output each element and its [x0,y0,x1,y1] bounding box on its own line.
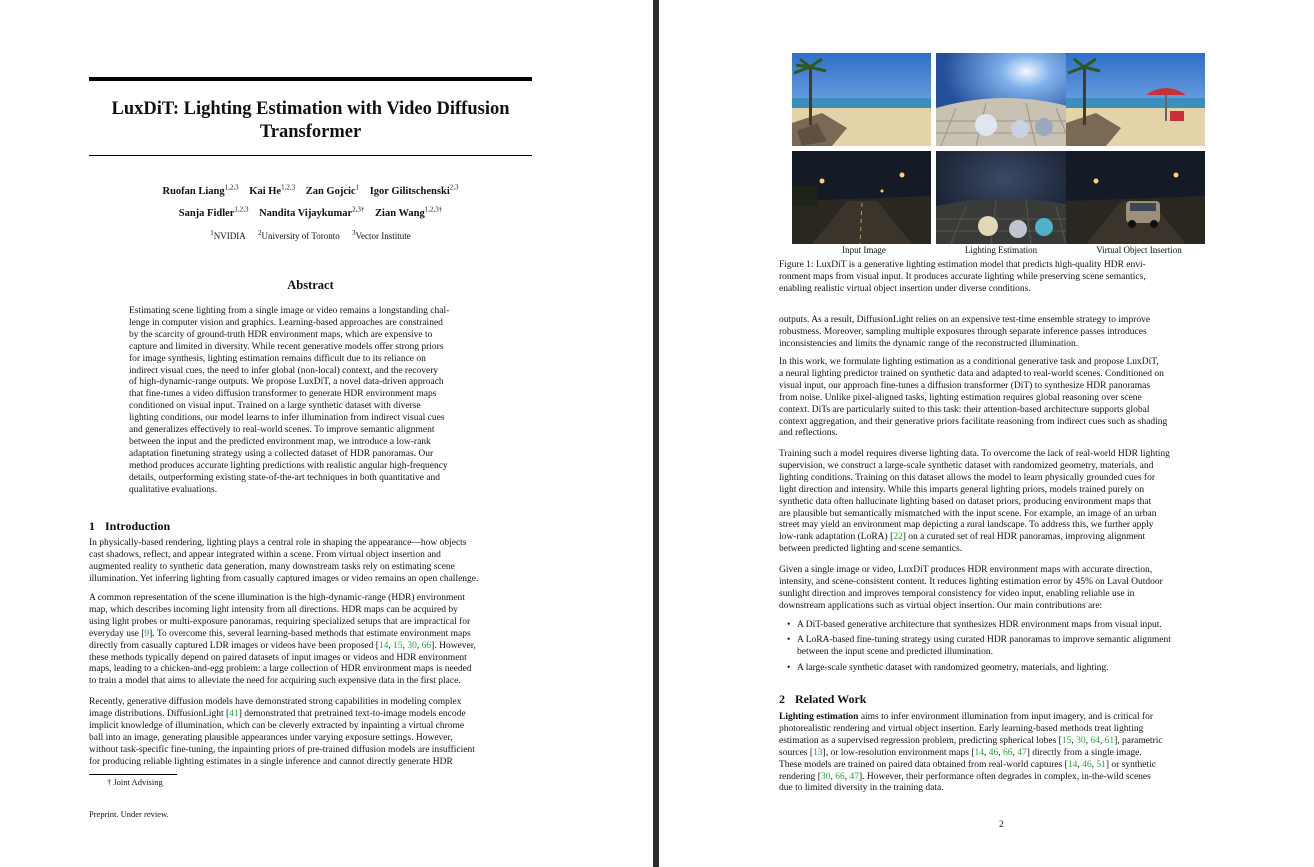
text-line: low-rank adaptation (LoRA) [22] on a curated set of real HDR panoramas, improving alignment [779,532,1146,543]
citation-link[interactable]: 15 [393,640,403,651]
text-line: details, outperforming existing state-of-the-art techniques in both quantitative and [129,472,441,483]
author: Zian Wang$^{1,2,3\dagger}$ [375,205,443,219]
author: Zan Gojcic$^1$ [305,183,360,197]
title-bottom-rule [89,155,532,156]
text-line: between predicted lighting and scene semantics. [779,544,963,555]
footnote-rule [89,774,177,775]
text-line: ball into an image, generating plausible appearances under varying exposure settings. However, [89,732,453,743]
text-line: Estimating scene lighting from a single image or video remains a longstanding chal- [129,306,450,316]
figure-panel-beach-insertion [1066,53,1205,146]
citation-link[interactable]: 22 [893,532,903,543]
citation-link[interactable]: 41 [229,708,239,719]
text-line: A common representation of the scene illumination is the high-dynamic-range (HDR) environment [89,593,465,603]
citation-link[interactable]: 64 [1090,735,1100,746]
text-line: In this work, we formulate lighting estimation as a conditional generative task and propose LuxDiT, [779,357,1159,367]
paragraph-lead: Lighting estimation [779,712,859,722]
text-line: A DiT-based generative architecture that synthesizes HDR environment maps from visual input. [797,620,1162,630]
text-line: street may yield an environment map depicting a rural landscape. To address this, we further apply [779,520,1154,531]
text-line: adaptation finetuning strategy using a collected dataset of HDR panoramas. Our [129,448,434,459]
text-line: everyday use [9]. To overcome this, several learning-based methods that estimate environment maps [89,628,471,639]
text-line: lighting conditions. Training on this dataset allows the model to learn physically grounded cues for [779,472,1155,483]
citation-link[interactable]: 14 [1067,759,1078,770]
text-line: enabling realistic virtual object insertion under diverse conditions. [779,283,1031,294]
bullet-icon: • [787,635,791,645]
paper-title-line1: LuxDiT: Lighting Estimation with Video Diffusion [111,99,510,119]
text-line: between the input scene and predicted illumination. [797,646,994,657]
text-line: ronment maps from visual input. It produces accurate lighting while preserving scene semantics, [779,271,1146,282]
paragraph-continued [779,315,1224,351]
affiliation: $^3$Vector Institute [351,229,411,241]
text-line: inconsistencies and limits the dynamic range of the reconstructed illumination. [779,338,1079,349]
right-page [659,0,1314,867]
related-work-heading [779,692,866,707]
text-line: illumination. Yet inferring lighting from casually captured images or video remains an open challenge. [89,573,479,584]
citation-link[interactable]: 51 [1096,759,1106,770]
text-line: robustness. Moreover, sampling multiple exposures through separate inference passes introduces [779,326,1147,337]
text-line: lighting conditions, our model learns to infer illumination from indirect visual cues [129,413,445,424]
text-line: Lighting estimation aims to infer environment illumination from input imagery, and is critical for [779,712,1154,722]
author: Sanja Fidler$^{1,2,3}$ [178,205,249,219]
citation-link[interactable]: 30 [820,771,831,782]
text-line: between the input and the predicted environment map, we introduce a low-rank [129,436,431,447]
citation-link[interactable]: 66 [1003,747,1013,758]
paragraph-contributions [779,565,1224,613]
authors-row-2 [89,205,532,219]
text-line: intensity, and scene-consistent content. It reduces lighting estimation error by 45% on Laval Outdoor [779,576,1163,587]
preprint-note: Preprint. Under review. [89,809,169,819]
intro-heading [89,519,170,534]
text-line: due to limited diversity in the training data. [779,783,944,794]
text-line: without task-specific fine-tuning, the inpainting priors of pre-trained diffusion models are insufficient [89,744,475,755]
paragraph-this-work [779,357,1224,440]
author: Ruofan Liang$^{1,2,3}$ [162,183,239,197]
citation-link[interactable]: 15 [1061,735,1072,746]
text-line: light direction and intensity. While this imparts general lighting priors, models trained purely on [779,484,1145,495]
text-line: supervision, we construct a large-scale synthetic dataset with randomized geometry, materials, and [779,460,1154,471]
text-line: method produces accurate lighting predictions with realistic angular high-frequency [129,460,448,471]
citation-link[interactable]: 30 [1076,735,1086,746]
text-line: downstream applications such as virtual object insertion. Our main contributions are: [779,600,1103,611]
text-line: are plausible but semantically mismatched with the input scene. For example, an image of an urban [779,508,1157,519]
bullet-icon: • [787,663,791,673]
text-line: visual input, our approach fine-tunes a diffusion transformer (DiT) to synthesize HDR panoramas [779,380,1151,391]
paper-title-line2: Transformer [259,122,362,142]
section-number: 1 [89,519,95,533]
figure-panel-night-insertion [1066,151,1205,244]
text-line: for producing reliable lighting estimates in a single inference and cannot directly generate HDR [89,756,453,767]
citation-link[interactable]: 14 [974,747,984,758]
figure-panel-beach-input [792,53,931,146]
text-line: image distributions. DiffusionLight [41] demonstrated that pretrained text-to-image models encode [89,708,466,719]
text-line: augmented reality to synthetic data generation, many downstream tasks rely on estimating scene [89,561,455,572]
citation-link[interactable]: 14 [378,640,389,651]
figure-label-insertion: Virtual Object Insertion [1096,245,1182,255]
text-line: these methods typically depend on paired datasets of input images or videos and HDR environment [89,652,467,663]
left-page [0,0,653,867]
text-line: and reflections. [779,428,838,439]
text-line: maps, leading to a chicken-and-egg problem: a large collection of HDR environment maps is needed [89,664,472,675]
author: Kai He$^{1,2,3}$ [249,183,296,197]
text-line: A LoRA-based fine-tuning strategy using curated HDR panoramas to improve semantic alignment [797,635,1171,645]
citation-link[interactable]: 46 [1082,759,1092,770]
text-line: implicit knowledge of illumination, which can be cleverly extracted by inpainting a virtual chrome [89,720,465,731]
page-number: 2 [999,820,1004,830]
text-line: directly from casually captured LDR images or videos have been proposed [14, 15, 30, 66]. However, [89,640,476,651]
abstract-heading: Abstract [287,278,334,292]
paper-title [89,98,532,144]
text-line: These models are trained on paired data obtained from real-world captures [14, 46, 51] or synthetic [779,759,1156,770]
text-line: In physically-based rendering, lighting plays a central role in shaping the appearance—how objects [89,538,467,548]
text-line: indirect visual cues, the need to infer global (non-local) context, and the recovery [129,365,439,376]
text-line: Training such a model requires diverse lighting data. To overcome the lack of real-world HDR lighting [779,449,1170,459]
author: Nandita Vijaykumar$^{2,3\dagger}$ [259,205,365,219]
text-line: conditioned on visual input. Trained on a large synthetic dataset with diverse [129,401,421,412]
section-title: Related Work [795,692,867,706]
citation-link[interactable]: 13 [813,747,823,758]
figure-caption [779,260,1224,296]
citation-link[interactable]: 61 [1104,735,1115,746]
text-line: and generalizes effectively to real-world scenes. To improve semantic alignment [129,425,435,436]
related-work-paragraph [779,712,1224,795]
citation-link[interactable]: 66 [421,640,432,651]
section-number: 2 [779,692,785,706]
text-line: A large-scale synthetic dataset with randomized geometry, materials, and lighting. [797,663,1109,673]
figure-panel-night-lighting [936,151,1075,244]
figure-panel-beach-lighting [936,53,1075,146]
citation-link[interactable]: 9 [144,628,150,639]
figure-panel-night-input [792,151,931,244]
text-line: of high-dynamic-range outputs. We propose LuxDiT, a novel data-driven approach [129,377,444,388]
affiliations [89,231,532,241]
text-line: lenge in computer vision and graphics. Learning-based approaches are constrained [129,317,443,328]
figure-label-input: Input Image [842,245,886,255]
figure-label-lighting: Lighting Estimation [964,245,1038,255]
text-line: from noise. Unlike pixel-aligned tasks, lighting estimation requires global reasoning over scene [779,392,1142,403]
section-title: Introduction [105,519,171,533]
text-line: qualitative evaluations. [129,484,218,495]
text-line: Recently, generative diffusion models have demonstrated strong capabilities in modeling complex [89,697,462,707]
text-line: using light probes or multi-exposure panoramas, requiring specialized setups that are impractical for [89,616,471,627]
text-line: map, which describes incoming light intensity from all directions. HDR maps can be acquired by [89,604,458,615]
bullet-icon: • [787,620,791,630]
text-line: by the scarcity of ground-truth HDR environment maps, which are expensive to [129,329,433,340]
text-line: sources [13], or low-resolution environment maps [14, 46, 66, 47] directly from a single image. [779,747,1142,758]
text-line: context aggregation, and their generative priors facilitate reasoning from indirect cues such as shading [779,416,1168,427]
author: Igor Gilitschenski$^{2,3}$ [369,183,459,197]
text-line: estimation as a supervised regression problem, predicting spherical lobes [15, 30, 64, 61], parametric [779,735,1163,746]
text-line: for image synthesis, lighting estimation remains difficult due to its reliance on [129,353,426,364]
citation-link[interactable]: 47 [849,771,859,782]
text-line: cast shadows, reflect, and appear integrated within a scene. From virtual object insertion and [89,549,441,560]
text-line: Given a single image or video, LuxDiT produces HDR environment maps with accurate direction, [779,565,1153,575]
text-line: a neural lighting predictor trained on synthetic data and adapted to real-world scenes. Conditioned on [779,368,1164,379]
citation-link[interactable]: 46 [988,747,999,758]
text-line: capture and limited in diversity. While recent generative models offer strong priors [129,341,444,352]
text-line: context. DiTs are particularly suited to this task: their attention-based architecture supports global [779,404,1150,415]
authors-row-1 [89,183,532,197]
intro-paragraph-2 [89,593,532,688]
text-line: to train a model that aims to alleviate the need for acquiring such expensive data in the first place. [89,676,461,687]
citation-link[interactable]: 47 [1017,747,1027,758]
citation-link[interactable]: 30 [407,640,417,651]
text-line: Figure 1: LuxDiT is a generative lighting estimation model that predicts high-quality HDR envi- [779,260,1146,270]
text-line: sunlight direction and improves temporal consistency for video input, enabling reliable use in [779,588,1135,599]
text-line: synthetic data often hallucinate lighting based on dataset priors, producing environment maps that [779,496,1152,507]
text-line: rendering [30, 66, 47]. However, their performance often degrades in complex, in-the-wild scenes [779,771,1151,782]
intro-paragraph-1 [89,538,532,586]
intro-paragraph-3 [89,697,532,768]
text-line: outputs. As a result, DiffusionLight relies on an expensive test-time ensemble strategy to improve [779,315,1151,325]
paragraph-training [779,449,1224,556]
title-top-rule [89,77,532,81]
abstract-body [129,306,493,497]
text-line: that fine-tunes a video diffusion transformer to generate HDR environment maps [129,389,437,400]
affiliation: $^2$University of Toronto [258,229,340,241]
footnote: † Joint Advising [107,777,163,787]
text-line: photorealistic rendering and virtual object insertion. Early learning-based methods treat lighting [779,723,1144,734]
citation-link[interactable]: 66 [835,771,845,782]
affiliation: $^1$NVIDIA [210,229,246,241]
